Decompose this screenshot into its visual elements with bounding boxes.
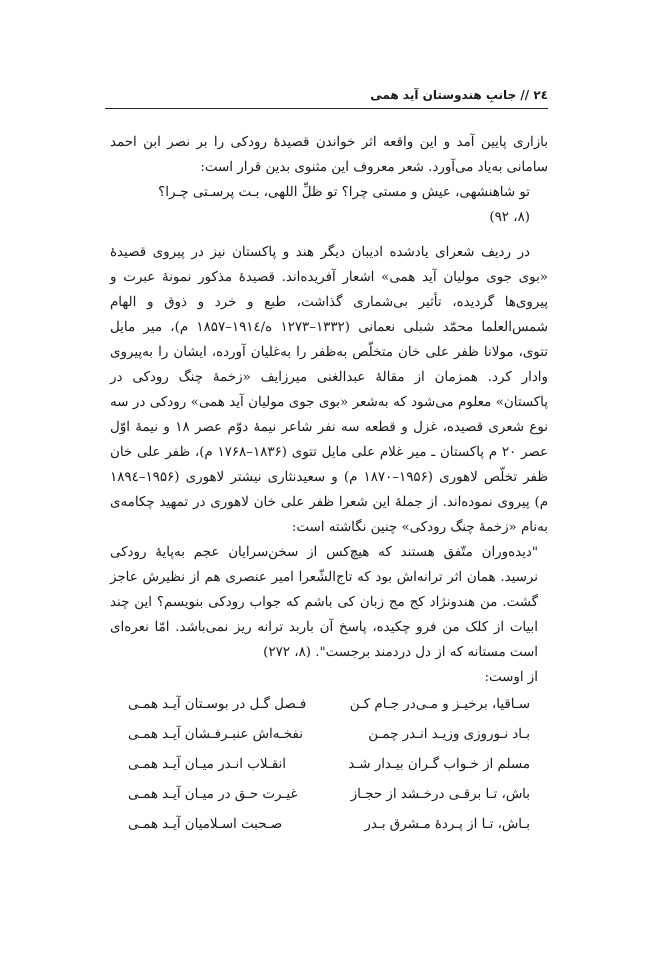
verse-right-hemistich: بـاد نـوروزی وزیـد انـدر چمـن — [368, 727, 530, 742]
verse-row — [110, 750, 548, 780]
verse-right-hemistich: باش، تـا برقـی درخـشد از حجـاز — [350, 787, 530, 802]
page-body — [110, 130, 548, 840]
verse-left-hemistich: صـحبت اسـلامیان آیـد همـی — [128, 817, 283, 832]
running-header — [105, 78, 548, 109]
poem-reference: (۸، ۹۲) — [489, 210, 530, 225]
verse-right-hemistich: بـاش، تـا از پـردهٔ مـشرق بـدر — [364, 817, 530, 832]
verse-left-hemistich: فـصل گـل در بوسـتان آیـد همـی — [128, 697, 307, 712]
verse-block — [110, 690, 548, 840]
poem-line: تو شاهنشهی، عیش و مستی چرا؟ تو ظلِّ اللهی، بـت پرسـتی چـرا؟ — [158, 185, 530, 200]
verse-row — [110, 720, 548, 750]
page-number-and-title: ۲٤ // جانبِ هندوستان آید همی — [370, 88, 548, 102]
verse-right-hemistich: مسلم از خـواب گـران بیـدار شـد — [348, 757, 530, 772]
paragraph-1: بازاری پایین آمد و این واقعه اثر خواندن قصیدهٔ رودکی را بر نصر ابن احمد سامانی به‌یاد می‌آورد. شعر معروف این مثنوی بدین قرار است: — [110, 135, 548, 175]
verse-row — [110, 810, 548, 840]
quotation: "دیده‌وران متّفق هستند که هیچ‌کس از سخن‌سرایان عجم به‌پایهٔ رودکی نرسید. همان اثر ترانه‌اش بود که تاج‌الشّعرا امیر عنصری هم از نظیرش عاجز گشت. من هندونژاد کج مج زبان کی باشم که جواب رودکی بنویسم؟ این چند ابیات از کلک من فرو چکیده، پاسخ آن باربد ترانه ریز نمی‌باشد. امّا نعره‌ای است مستانه که از دل دردمند برجست". (۸، ۲۷۲) — [110, 545, 538, 660]
az-ust-label: از اوست: — [484, 670, 538, 685]
verse-right-hemistich: سـاقیا، برخیـز و مـی‌در جـام کـن — [349, 697, 530, 712]
verse-row — [110, 780, 548, 810]
paragraph-2: در ردیف شعرای یادشده ادیبان دیگر هند و پاکستان نیز در پیروی قصیدهٔ «بوی جوی مولیان آید همی» اشعار آفریده‌اند. قصیدهٔ مذکور نمونهٔ عبرت و پیروی‌ها گردیده، تأثیر بی‌شماری گذاشت، طبع و خرد و ذوق و الهام شمس‌العلما محمّد شبلی نعمانی (۱۳۳۲–۱۲۷۳ ه/۱۹۱٤–۱۸۵۷ م)، میر مایل تتوی، مولانا ظفر علی خان متخلّص به‌ظفر را به‌غلیان آورده، ایشان را به‌پیروی وادار کرد. همزمان از مقالهٔ عبدالغنی میرزایف «زخمهٔ چنگ رودکی در پاکستان» معلوم می‌شود که به‌شعر «بوی جوی مولیان آید همی» رودکی در سه نوع شعری قصیده، غزل و قطعه سه نفر شاعر نیمهٔ دوّم عصر ۱۸ و نیمهٔ اوّل عصر ۲۰ م پاکستان ـ میر غلام علی مایل تتوی (۱۸۳۶–۱۷۶۸ م)، ظفر علی خان ظفر تخلّص لاهوری (۱۹۵۶–۱۸۷۰ م) و سعیدنثاری نیشتر لاهوری (۱۹۵۶–۱۸۹٤ م) پیروی نموده‌اند. از جملهٔ این شعرا ظفر علی خان لاهوری در تمهید چکامه‌ی به‌نام «زخمهٔ چنگ رودکی» چنین نگاشته است: — [110, 245, 548, 535]
verse-row — [110, 690, 548, 720]
verse-left-hemistich: نفخـه‌اش عنبـرفـشان آیـد همـی — [128, 727, 303, 742]
verse-left-hemistich: غیـرت حـق در میـان آیـد همـی — [128, 787, 298, 802]
verse-left-hemistich: انقـلاب انـدر میـان آیـد همـی — [128, 757, 286, 772]
